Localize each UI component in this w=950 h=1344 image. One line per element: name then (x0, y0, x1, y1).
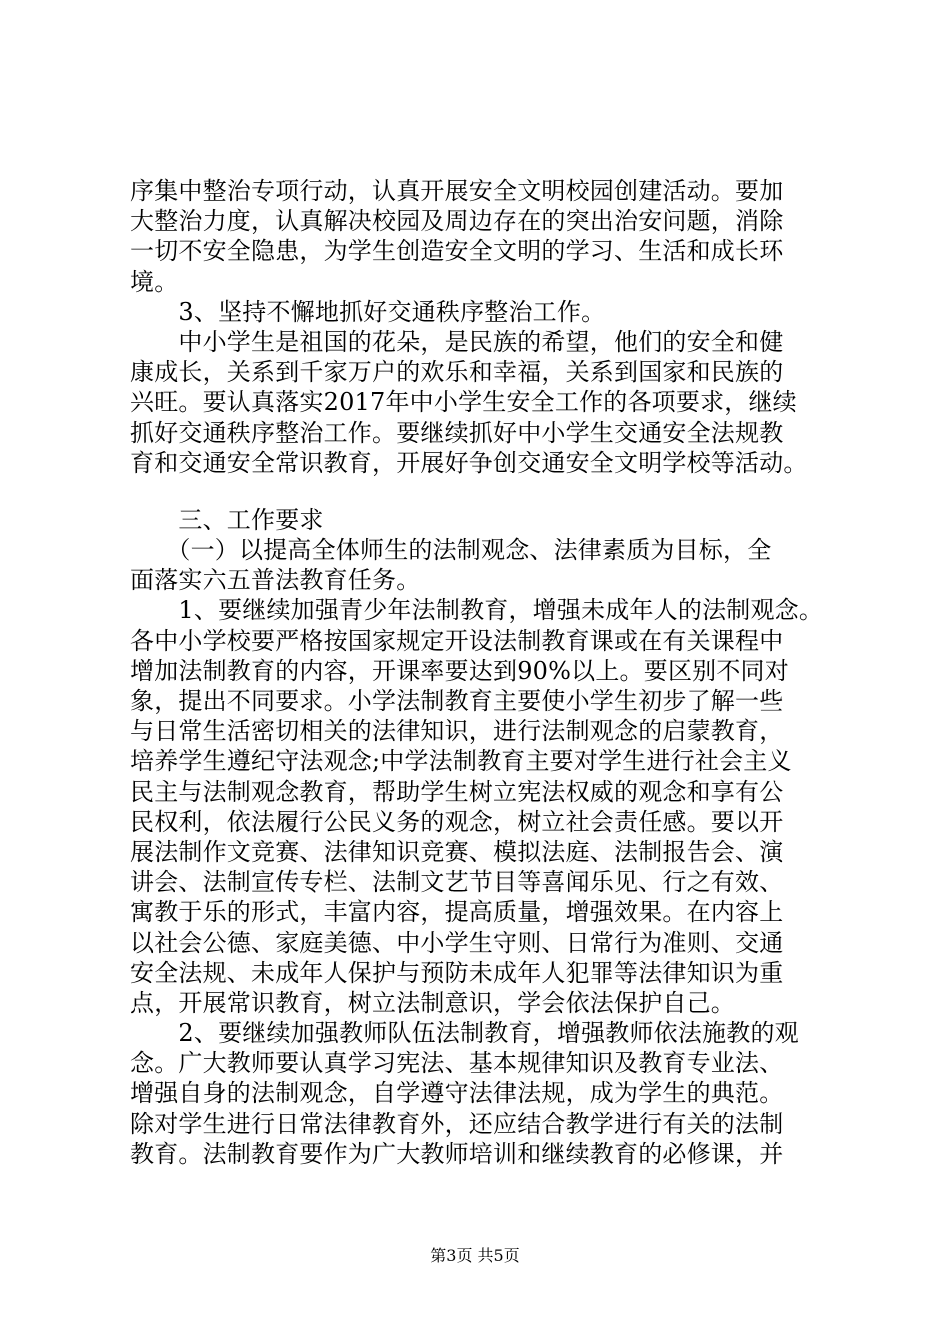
text-line: 安全法规、未成年人保护与预防未成年人犯罪等法律知识为重 (130, 958, 784, 987)
paragraph-group-1 (130, 176, 850, 478)
paragraph-group-2 (130, 505, 850, 1169)
text-line: 一切不安全隐患，为学生创造安全文明的学习、生活和成长环 (130, 237, 784, 266)
text-line: 增强自身的法制观念，自学遵守法律法规，成为学生的典范。 (130, 1079, 784, 1108)
paragraph-gap (130, 478, 850, 505)
text-line: 除对学生进行日常法律教育外，还应结合教学进行有关的法制 (130, 1109, 784, 1138)
text-line: 寓教于乐的形式，丰富内容，提高质量，增强效果。在内容上 (130, 898, 784, 927)
text-line: 以社会公德、家庭美德、中小学生守则、日常行为准则、交通 (130, 928, 784, 957)
body-text (130, 176, 850, 1169)
text-line: 面落实六五普法教育任务。 (130, 566, 421, 595)
text-line: 三、工作要求 (130, 505, 324, 534)
text-line: 3、坚持不懈地抓好交通秩序整治工作。 (130, 297, 606, 326)
text-line: （一）以提高全体师生的法制观念、法律素质为目标，全 (130, 536, 772, 565)
text-line: 讲会、法制宣传专栏、法制文艺节目等喜闻乐见、行之有效、 (130, 868, 784, 897)
text-line: 境。 (130, 267, 179, 296)
text-line: 序集中整治专项行动，认真开展安全文明校园创建活动。要加 (130, 177, 784, 205)
text-line: 大整治力度，认真解决校园及周边存在的突出治安问题，消除 (130, 207, 784, 236)
page-number-footer: 第3页 共5页 (430, 1246, 520, 1265)
text-line: 康成长，关系到千家万户的欢乐和幸福，关系到国家和民族的 (130, 358, 784, 387)
text-line: 教育。法制教育要作为广大教师培训和继续教育的必修课，并 (130, 1139, 784, 1168)
text-line: 与日常生活密切相关的法律知识，进行法制观念的启蒙教育， (130, 717, 784, 746)
text-line: 民权利，依法履行公民义务的观念，树立社会责任感。要以开 (130, 807, 784, 836)
text-line: 育和交通安全常识教育，开展好争创交通安全文明学校等活动。 (130, 448, 808, 477)
text-line: 念。广大教师要认真学习宪法、基本规律知识及教育专业法、 (130, 1049, 784, 1078)
text-line: 兴旺。要认真落实2017年中小学生安全工作的各项要求，继续 (130, 388, 797, 417)
text-line: 各中小学校要严格按国家规定开设法制教育课或在有关课程中 (130, 626, 784, 655)
text-line: 展法制作文竞赛、法律知识竞赛、模拟法庭、法制报告会、演 (130, 837, 784, 866)
text-line: 2、要继续加强教师队伍法制教育，增强教师依法施教的观 (130, 1019, 799, 1048)
text-line: 中小学生是祖国的花朵，是民族的希望，他们的安全和健 (130, 327, 784, 356)
text-line: 抓好交通秩序整治工作。要继续抓好中小学生交通安全法规教 (130, 418, 784, 447)
text-line: 点，开展常识教育，树立法制意识，学会依法保护自己。 (130, 988, 735, 1017)
text-line: 增加法制教育的内容，开课率要达到90%以上。要区别不同对 (130, 656, 789, 685)
text-line: 培养学生遵纪守法观念;中学法制教育主要对学生进行社会主义 (130, 747, 792, 776)
text-line: 1、要继续加强青少年法制教育，增强未成年人的法制观念。 (130, 596, 824, 625)
text-line: 象，提出不同要求。小学法制教育主要使小学生初步了解一些 (130, 687, 784, 715)
text-line: 民主与法制观念教育，帮助学生树立宪法权威的观念和享有公 (130, 777, 784, 806)
